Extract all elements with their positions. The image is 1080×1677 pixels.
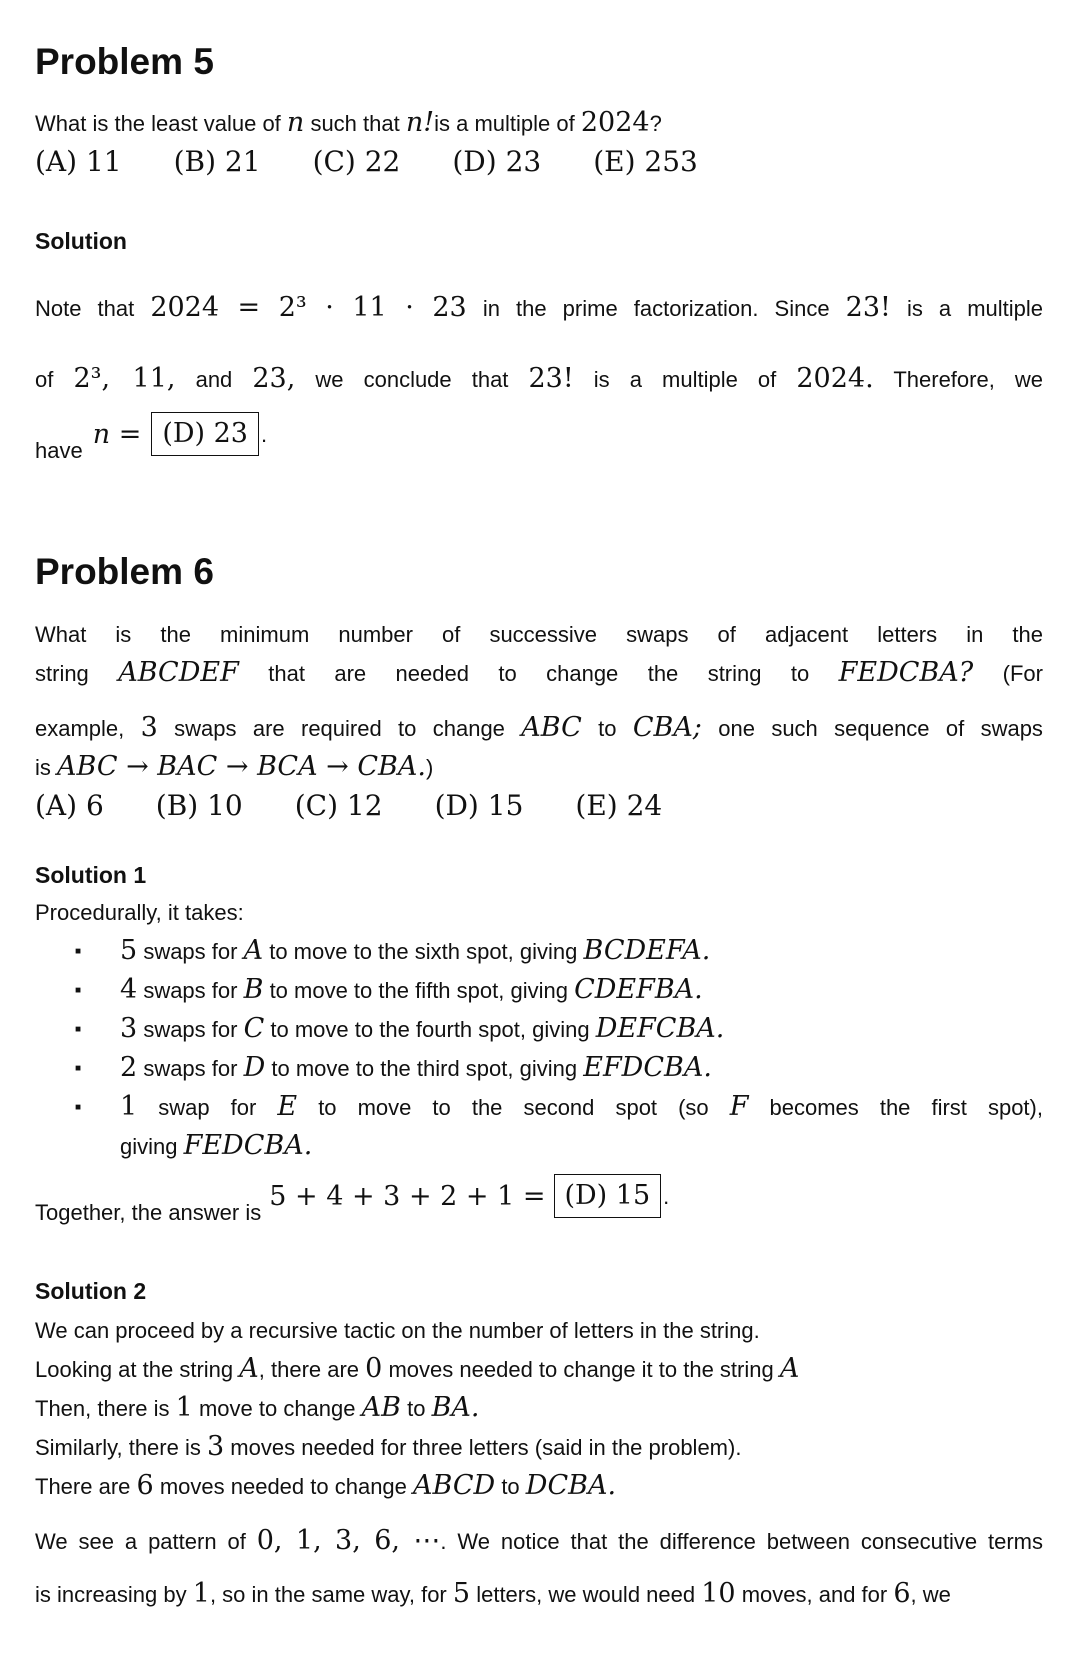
choice-e: (E) 253	[593, 145, 698, 179]
choice-b: (B) 10	[155, 789, 243, 823]
list-item: ■ 4 swaps for B to move to the fifth spot, giving CDEFBA.	[120, 971, 1043, 1010]
problem-6	[35, 462, 1043, 1614]
problem-6-question-line2: string ABCDEF that are needed to change the string to FEDCBA? (For	[35, 657, 1043, 689]
answer-box: (D) 23	[151, 412, 259, 456]
problem-5-solution-line2: of 2³, 11, and 23, we conclude that 23! is a multiple of 2024. Therefore, we	[35, 362, 1044, 394]
solution-2-line1: We can proceed by a recursive tactic on the number of letters in the string.	[35, 1317, 760, 1343]
problem-5-choices	[35, 145, 1043, 178]
list-item: ■ 1 swap for E to move to the second spot (so F becomes the first spot), giving FEDCBA.	[120, 1088, 1043, 1166]
list-item: ■ 5 swaps for A to move to the sixth spot, giving BCDEFA.	[120, 932, 1043, 971]
solution-1-title: Solution 1	[35, 862, 147, 889]
choice-c: (C) 12	[294, 789, 383, 823]
problem-5-answer-line: have n = (D) 23 .	[35, 412, 1043, 462]
choice-b: (B) 21	[173, 145, 261, 179]
choice-d: (D) 23	[452, 145, 542, 179]
list-item: ■ 2 swaps for D to move to the third spot, giving EFDCBA.	[120, 1049, 1043, 1088]
choice-d: (D) 15	[434, 789, 524, 823]
choice-a: (A) 11	[35, 145, 122, 179]
choice-e: (E) 24	[575, 789, 663, 823]
solution-1-answer-line: Together, the answer is 5 + 4 + 3 + 2 + 1 = (D) 15 .	[35, 1174, 1043, 1224]
problem-5	[35, 0, 1043, 462]
solution-2-line2: Looking at the string A, there are 0 moves needed to change it to the string A	[35, 1352, 800, 1384]
solution-1-intro: Procedurally, it takes:	[35, 899, 244, 925]
solution-2-line3: Then, there is 1 move to change AB to BA.	[35, 1391, 480, 1423]
solution-2-line5: There are 6 moves needed to change ABCD to DCBA.	[35, 1469, 617, 1501]
choice-a: (A) 6	[35, 789, 104, 823]
problem-6-question-line3: example, 3 swaps are required to change ABC to CBA; one such sequence of swaps	[35, 712, 1043, 744]
solution-2-title: Solution 2	[35, 1277, 147, 1304]
problem-5-solution-title: Solution	[35, 228, 127, 255]
problem-5-title: Problem 5	[35, 41, 214, 82]
solution-2-line6: We see a pattern of 0, 1, 3, 6, ⋯. We notice that the difference between consecutive terms	[35, 1524, 1043, 1556]
problem-5-solution-line1: Note that 2024 = 2³ · 11 · 23 in the prime factorization. Since 23! is a multiple	[35, 291, 1044, 323]
problem-6-title: Problem 6	[35, 550, 214, 592]
solution-2-line4: Similarly, there is 3 moves needed for three letters (said in the problem).	[35, 1430, 742, 1462]
solution-2-line7: is increasing by 1, so in the same way, for 5 letters, we would need 10 moves, and for 6, we	[35, 1577, 951, 1609]
problem-5-question: What is the least value of n such that n!is a multiple of 2024?	[35, 107, 662, 139]
problem-6-question-line1: What is the minimum number of successive swaps of adjacent letters in the	[35, 622, 1043, 648]
problem-6-question-line4: is ABC → BAC → BCA → CBA.)	[35, 751, 434, 783]
answer-box: (D) 15	[554, 1174, 662, 1218]
list-item: ■ 3 swaps for C to move to the fourth spot, giving DEFCBA.	[120, 1010, 1043, 1049]
problem-6-choices	[35, 789, 1043, 822]
choice-c: (C) 22	[312, 145, 401, 179]
solution-1-list	[35, 932, 1043, 1166]
